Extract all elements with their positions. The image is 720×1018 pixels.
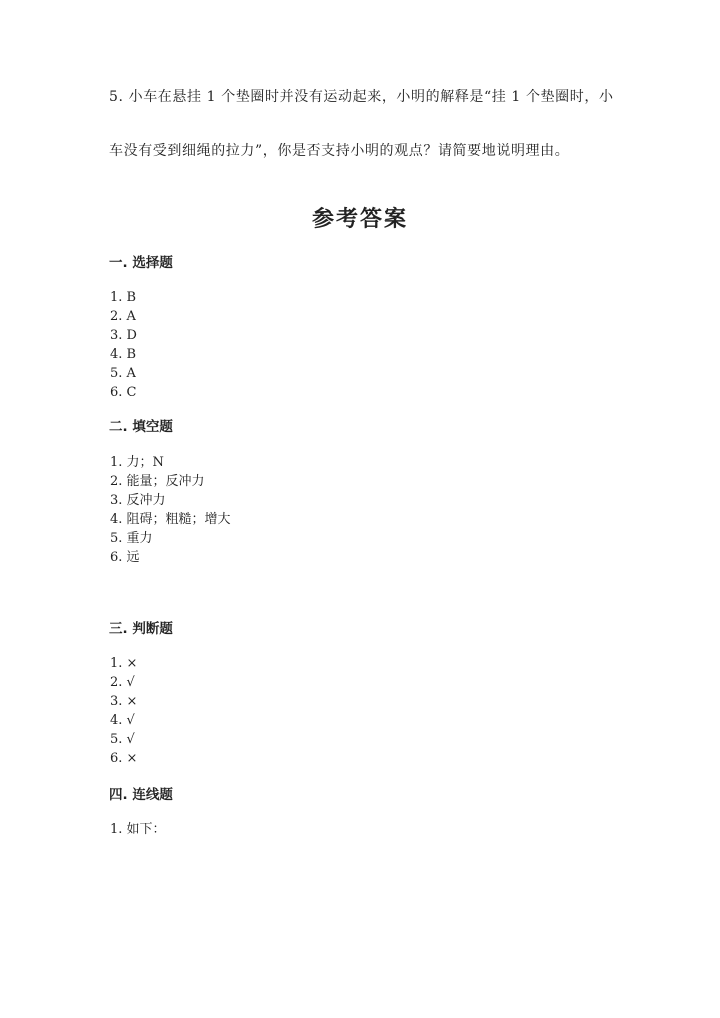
answer-item: 2. √ — [110, 675, 135, 690]
answer-item: 4. √ — [110, 713, 135, 728]
question-5-line-1: 5. 小车在悬挂 1 个垫圈时并没有运动起来，小明的解释是“挂 1 个垫圈时，小 — [109, 89, 614, 105]
answer-item: 3. D — [110, 328, 137, 343]
answer-item: 5. 重力 — [110, 531, 153, 546]
answer-item: 6. 远 — [110, 550, 140, 565]
section-title-true-false: 三. 判断题 — [109, 621, 173, 637]
answer-item: 4. 阻碍；粗糙；增大 — [110, 512, 231, 527]
answer-item: 1. 如下： — [110, 822, 166, 837]
answer-item: 2. 能量；反冲力 — [110, 474, 205, 489]
question-5-line-2: 车没有受到细绳的拉力”，你是否支持小明的观点？请简要地说明理由。 — [109, 143, 570, 159]
section-title-choice: 一. 选择题 — [109, 255, 173, 271]
answer-key-title: 参考答案 — [311, 207, 408, 232]
section-title-fill-blank: 二. 填空题 — [109, 419, 173, 435]
answer-item: 1. × — [110, 656, 138, 671]
answer-item: 6. C — [110, 385, 137, 400]
answer-item: 3. × — [110, 694, 138, 709]
answer-item: 4. B — [110, 347, 137, 362]
answer-item: 5. √ — [110, 732, 135, 747]
answer-item: 3. 反冲力 — [110, 493, 166, 508]
section-title-matching: 四. 连线题 — [109, 787, 173, 803]
answer-item: 1. 力；N — [110, 455, 164, 470]
answer-item: 2. A — [110, 309, 136, 324]
answer-item: 6. × — [110, 751, 138, 766]
answer-item: 1. B — [110, 290, 137, 305]
answer-item: 5. A — [110, 366, 136, 381]
